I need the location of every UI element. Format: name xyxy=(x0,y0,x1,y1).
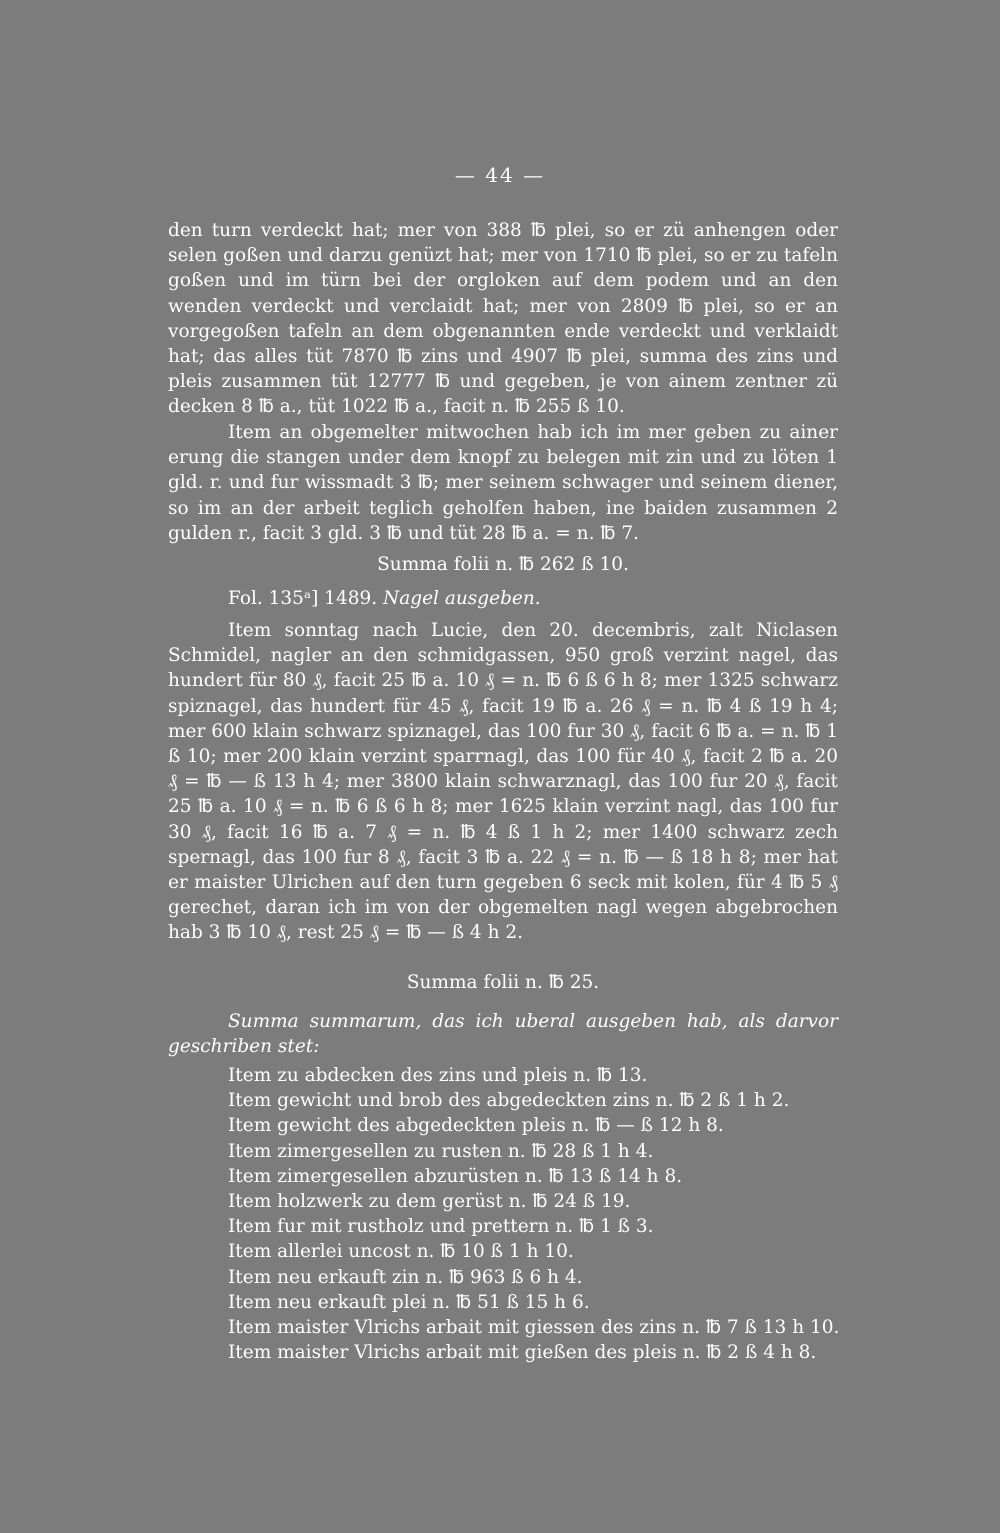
intro-paragraph: den turn verdeckt hat; mer von 388 ℔ plei, so er zü anhengen oder selen goßen und darzu genüzt hat; mer von 1710 ℔ plei, so er zu tafeln goßen und im türn bei der orgloken auf dem podem und an den wenden verdeckt und verclaidt hat; mer von 2809 ℔ plei, so er an vorgegoßen tafeln an dem obgenannten ende verdeckt und verklaidt hat; das alles tüt 7870 ℔ zins und 4907 ℔ plei, summa des zins und pleis zusammen tüt 12777 ℔ und gegeben, je von ainem zentner zü decken 8 ℔ a., tüt 1022 ℔ a., facit n. ℔ 255 ß 10. xyxy=(168,220,838,418)
page-number: — 44 — xyxy=(454,163,546,187)
summa-folii-2: Summa folii n. ℔ 25. xyxy=(406,972,600,993)
list-item: Item maister Vlrichs arbait mit giessen des zins n. ℔ 7 ß 13 h 10. xyxy=(228,1317,840,1339)
list-item: Item fur mit rustholz und prettern n. ℔ 1 ß 3. xyxy=(228,1216,654,1238)
list-item: Item zu abdecken des zins und pleis n. ℔ 13. xyxy=(228,1065,648,1086)
summa-folii-1: Summa folii n. ℔ 262 ß 10. xyxy=(377,554,629,575)
summary-list-block xyxy=(168,1063,838,1365)
summa-summarum-block xyxy=(168,1009,838,1059)
summa-block-2 xyxy=(168,970,838,995)
list-item: Item neu erkauft zin n. ℔ 963 ß 6 h 4. xyxy=(228,1266,583,1288)
item-block-1 xyxy=(168,420,838,546)
item-block-2 xyxy=(168,618,838,946)
list-item: Item gewicht des abgedeckten pleis n. ℔ — ß 12 h 8. xyxy=(228,1115,724,1137)
list-item: Item allerlei uncost n. ℔ 10 ß 1 h 10. xyxy=(228,1241,574,1263)
summa-block-1 xyxy=(168,552,838,577)
item-paragraph-1: Item an obgemelter mitwochen hab ich im mer geben zu ainer erung die stangen under dem knopf zu belegen mit zin und zu löten 1 gld. r. und fur wissmadt 3 ℔; mer seinem schwager und seinem diener, so im an der arbeit teglich geholfen haben, ine baiden zusammen 2 gulden r., facit 3 gld. 3 ℔ und tüt 28 ℔ a. = n. ℔ 7. xyxy=(168,422,838,544)
intro-block xyxy=(168,218,838,420)
summary-list xyxy=(168,1063,838,1365)
list-item: Item maister Vlrichs arbait mit gießen des pleis n. ℔ 2 ß 4 h 8. xyxy=(228,1342,817,1364)
fol-heading xyxy=(168,586,838,611)
list-item: Item zimergesellen abzurüsten n. ℔ 13 ß 14 h 8. xyxy=(228,1165,683,1187)
summa-summarum-heading: Summa summarum, das ich uberal ausgeben hab, als darvor geschriben stet: xyxy=(168,1011,838,1058)
fol-title: Nagel ausgeben. xyxy=(383,588,541,609)
item-paragraph-2: Item sonntag nach Lucie, den 20. decembris, zalt Niclasen Schmidel, nagler an den schmidgassen, 950 groß verzint nagel, das hundert für 80 ₰, facit 25 ℔ a. 10 ₰ = n. ℔ 6 ß 6 h 8; mer 1325 schwarz spiznagel, das hundert für 45 ₰, facit 19 ℔ a. 26 ₰ = n. ℔ 4 ß 19 h 4; mer 600 klain schwarz spiznagel, das 100 fur 30 ₰, facit 6 ℔ a. = n. ℔ 1 ß 10; mer 200 klain verzint sparrnagl, das 100 für 40 ₰, facit 2 ℔ a. 20 ₰ = ℔ — ß 13 h 4; mer 3800 klain schwarznagl, das 100 fur 20 ₰, facit 25 ℔ a. 10 ₰ = n. ℔ 6 ß 6 h 8; mer 1625 klain verzint nagl, das 100 fur 30 ₰, facit 16 ℔ a. 7 ₰ = n. ℔ 4 ß 1 h 2; mer 1400 schwarz zech spernagl, das 100 fur 8 ₰, facit 3 ℔ a. 22 ₰ = n. ℔ — ß 18 h 8; mer hat er maister Ulrichen auf den turn gegeben 6 seck mit kolen, für 4 ℔ 5 ₰ gerechet, daran ich im von der obgemelten nagl wegen abgebrochen hab 3 ℔ 10 ₰, rest 25 ₰ = ℔ — ß 4 h 2. xyxy=(168,620,838,944)
list-item: Item zimergesellen zu rusten n. ℔ 28 ß 1 h 4. xyxy=(228,1140,654,1162)
fol-prefix: Fol. 135ᵃ] 1489. xyxy=(228,588,378,609)
list-item: Item neu erkauft plei n. ℔ 51 ß 15 h 6. xyxy=(228,1291,590,1313)
list-item: Item holzwerk zu dem gerüst n. ℔ 24 ß 19. xyxy=(228,1191,631,1213)
list-item: Item gewicht und brob des abgedeckten zins n. ℔ 2 ß 1 h 2. xyxy=(228,1090,790,1112)
